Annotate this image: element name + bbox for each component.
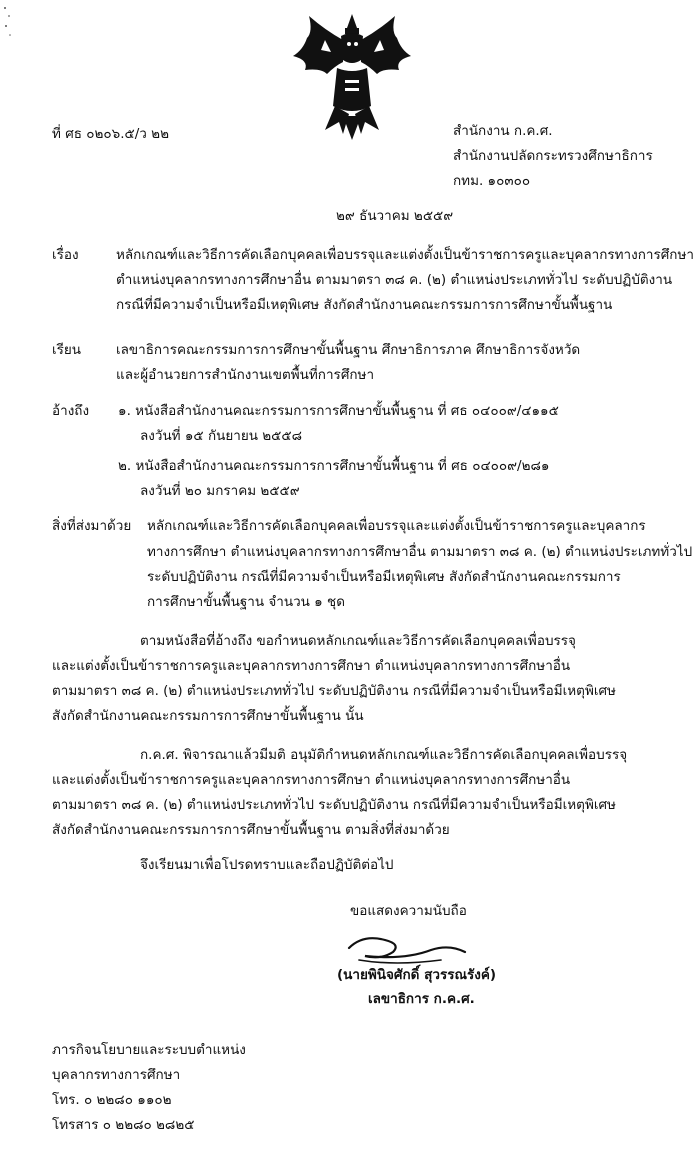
enclosure-label: สิ่งที่ส่งมาด้วย [52, 518, 132, 534]
reference-item-date: ลงวันที่ ๒๐ มกราคม ๒๕๕๙ [140, 483, 300, 499]
reference-label: อ้างถึง [52, 403, 90, 419]
reference-item: ๑. หนังสือสำนักงานคณะกรรมการการศึกษาขั้นพื้นฐาน ที่ ศธ ๐๔๐๐๙/๔๑๑๕ [118, 403, 559, 419]
handwritten-signature [345, 930, 470, 970]
body-paragraph-line: สังกัดสำนักงานคณะกรรมการการศึกษาขั้นพื้นฐาน ตามสิ่งที่ส่งมาด้วย [52, 822, 450, 838]
reference-item-date: ลงวันที่ ๑๕ กันยายน ๒๕๕๘ [140, 428, 303, 444]
enclosure-line: หลักเกณฑ์และวิธีการคัดเลือกบุคคลเพื่อบรรจุและแต่งตั้งเป็นข้าราชการครูและบุคลากร [147, 518, 646, 534]
closing-request: จึงเรียนมาเพื่อโปรดทราบและถือปฏิบัติต่อไป [140, 857, 394, 873]
office-parent: สำนักงานปลัดกระทรวงศึกษาธิการ [453, 148, 653, 164]
subject-line: ตำแหน่งบุคลากรทางการศึกษาอื่น ตามมาตรา ๓๘ ค. (๒) ตำแหน่งประเภททั่วไป ระดับปฏิบัติงาน [116, 272, 673, 288]
body-paragraph-line: ตามมาตรา ๓๘ ค. (๒) ตำแหน่งประเภททั่วไป ระดับปฏิบัติงาน กรณีที่มีความจำเป็นหรือมีเหตุพิเศษ [52, 683, 616, 699]
office-postcode: กทม. ๑๐๓๐๐ [453, 173, 531, 189]
body-paragraph-line: และแต่งตั้งเป็นข้าราชการครูและบุคลากรทางการศึกษา ตำแหน่งบุคลากรทางการศึกษาอื่น [52, 772, 571, 788]
signatory-name: (นายพินิจศักดิ์ สุวรรณรังค์) [337, 967, 497, 983]
subject-label: เรื่อง [52, 247, 79, 263]
salutation: ขอแสดงความนับถือ [350, 903, 467, 919]
reference-item: ๒. หนังสือสำนักงานคณะกรรมการการศึกษาขั้นพื้นฐาน ที่ ศธ ๐๔๐๐๙/๒๘๑ [118, 458, 550, 474]
recipient-line: เลขาธิการคณะกรรมการการศึกษาขั้นพื้นฐาน ศึกษาธิการภาค ศึกษาธิการจังหวัด [116, 342, 581, 358]
scan-dots [2, 2, 14, 42]
body-paragraph-line: และแต่งตั้งเป็นข้าราชการครูและบุคลากรทางการศึกษา ตำแหน่งบุคลากรทางการศึกษาอื่น [52, 658, 571, 674]
enclosure-line: ทางการศึกษา ตำแหน่งบุคลากรทางการศึกษาอื่น ตามมาตรา ๓๘ ค. (๒) ตำแหน่งประเภททั่วไป [147, 544, 693, 560]
recipient-label: เรียน [52, 342, 82, 358]
footer-unit: บุคลากรทางการศึกษา [52, 1067, 181, 1083]
enclosure-line: ระดับปฏิบัติงาน กรณีที่มีความจำเป็นหรือมีเหตุพิเศษ สังกัดสำนักงานคณะกรรมการ [147, 569, 621, 585]
document-date: ๒๙ ธันวาคม ๒๕๕๙ [336, 208, 454, 224]
subject-line: หลักเกณฑ์และวิธีการคัดเลือกบุคคลเพื่อบรรจุและแต่งตั้งเป็นข้าราชการครูและบุคลากรทางการศึกษา [116, 247, 694, 263]
enclosure-line: การศึกษาขั้นพื้นฐาน จำนวน ๑ ชุด [147, 594, 345, 610]
footer-phone: โทร. ๐ ๒๒๘๐ ๑๑๐๒ [52, 1092, 172, 1108]
subject-line: กรณีที่มีความจำเป็นหรือมีเหตุพิเศษ สังกัดสำนักงานคณะกรรมการการศึกษาขั้นพื้นฐาน [116, 297, 613, 313]
document-number: ที่ ศธ ๐๒๐๖.๕/ว ๒๒ [52, 126, 169, 142]
garuda-emblem-icon [285, 10, 420, 145]
signatory-title: เลขาธิการ ก.ค.ศ. [368, 991, 475, 1007]
footer-unit: ภารกิจนโยบายและระบบตำแหน่ง [52, 1042, 246, 1058]
office-name: สำนักงาน ก.ค.ศ. [453, 123, 553, 139]
body-paragraph-line: ก.ค.ศ. พิจารณาแล้วมีมติ อนุมัติกำหนดหลักเกณฑ์และวิธีการคัดเลือกบุคคลเพื่อบรรจุ [140, 747, 628, 763]
footer-fax: โทรสาร ๐ ๒๒๘๐ ๒๘๒๕ [52, 1117, 195, 1133]
body-paragraph-line: ตามมาตรา ๓๘ ค. (๒) ตำแหน่งประเภททั่วไป ระดับปฏิบัติงาน กรณีที่มีความจำเป็นหรือมีเหตุพิเศษ [52, 797, 616, 813]
recipient-line: และผู้อำนวยการสำนักงานเขตพื้นที่การศึกษา [116, 367, 375, 383]
body-paragraph-line: สังกัดสำนักงานคณะกรรมการการศึกษาขั้นพื้นฐาน นั้น [52, 708, 364, 724]
body-paragraph-line: ตามหนังสือที่อ้างถึง ขอกำหนดหลักเกณฑ์และวิธีการคัดเลือกบุคคลเพื่อบรรจุ [140, 633, 576, 649]
